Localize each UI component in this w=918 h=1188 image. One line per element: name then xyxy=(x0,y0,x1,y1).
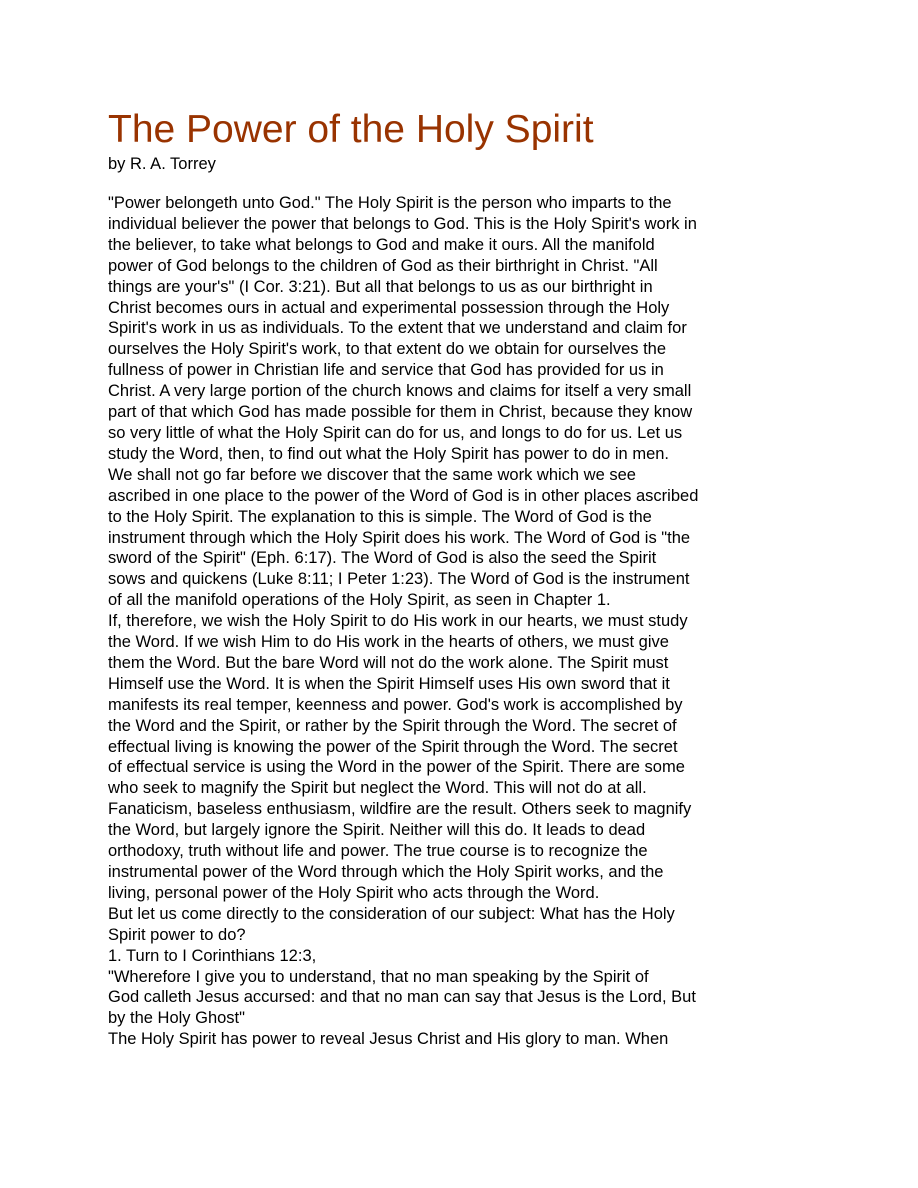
text-line: to the Holy Spirit. The explanation to this is simple. The Word of God is the xyxy=(108,507,652,526)
text-line: "Power belongeth unto God." The Holy Spirit is the person who imparts to the xyxy=(108,194,672,212)
body-text xyxy=(108,193,798,1050)
text-line: fullness of power in Christian life and service that God has provided for us in xyxy=(108,361,664,380)
text-line: power of God belongs to the children of God as their birthright in Christ. "All xyxy=(108,256,658,275)
text-line: of effectual service is using the Word in the power of the Spirit. There are some xyxy=(108,758,685,777)
text-line: instrumental power of the Word through which the Holy Spirit works, and the xyxy=(108,863,664,881)
text-line: so very little of what the Holy Spirit can do for us, and longs to do for us. Let us xyxy=(108,423,683,442)
text-line: sword of the Spirit" (Eph. 6:17). The Word of God is also the seed the Spirit xyxy=(108,549,657,568)
text-line: living, personal power of the Holy Spirit who acts through the Word. xyxy=(108,883,600,902)
text-line: the Word and the Spirit, or rather by the Spirit through the Word. The secret of xyxy=(108,716,677,735)
text-line: orthodoxy, truth without life and power. The true course is to recognize the xyxy=(108,842,648,861)
text-line: them the Word. But the bare Word will not do the work alone. The Spirit must xyxy=(108,653,669,672)
text-line: We shall not go far before we discover that the same work which we see xyxy=(108,465,636,484)
text-line: Spirit's work in us as individuals. To the extent that we understand and claim for xyxy=(108,319,687,338)
page-title: The Power of the Holy Spirit xyxy=(108,108,594,151)
text-line: things are your's" (I Cor. 3:21). But all that belongs to us as our birthright in xyxy=(108,277,653,296)
text-line: sows and quickens (Luke 8:11; I Peter 1:23). The Word of God is the instrument xyxy=(108,570,690,589)
text-line: ascribed in one place to the power of the Word of God is in other places ascribed xyxy=(108,486,699,505)
text-line: Himself use the Word. It is when the Spirit Himself uses His own sword that it xyxy=(108,674,670,693)
text-line: If, therefore, we wish the Holy Spirit to do His work in our hearts, we must study xyxy=(108,612,688,631)
text-line: effectual living is knowing the power of the Spirit through the Word. The secret xyxy=(108,737,678,756)
text-line: Christ becomes ours in actual and experimental possession through the Holy xyxy=(108,298,670,317)
text-line: The Holy Spirit has power to reveal Jesus Christ and His glory to man. When xyxy=(108,1030,669,1049)
text-line: instrument through which the Holy Spirit does his work. The Word of God is "the xyxy=(108,528,691,547)
text-line: study the Word, then, to find out what the Holy Spirit has power to do in men. xyxy=(108,444,669,463)
text-line: Spirit power to do? xyxy=(108,925,246,944)
text-line: God calleth Jesus accursed: and that no man can say that Jesus is the Lord, But xyxy=(108,988,696,1007)
text-line: Christ. A very large portion of the church knows and claims for itself a very small xyxy=(108,382,692,401)
text-line: "Wherefore I give you to understand, that no man speaking by the Spirit of xyxy=(108,967,649,986)
author-byline: by R. A. Torrey xyxy=(108,155,216,173)
text-line: the believer, to take what belongs to God and make it ours. All the manifold xyxy=(108,235,655,254)
text-line: Fanaticism, baseless enthusiasm, wildfire are the result. Others seek to magnify xyxy=(108,800,692,819)
text-line: manifests its real temper, keenness and power. God's work is accomplished by xyxy=(108,695,683,714)
text-line: ourselves the Holy Spirit's work, to that extent do we obtain for ourselves the xyxy=(108,340,667,359)
text-line: part of that which God has made possible for them in Christ, because they know xyxy=(108,403,693,422)
text-line: individual believer the power that belongs to God. This is the Holy Spirit's work in xyxy=(108,214,697,233)
text-line: 1. Turn to I Corinthians 12:3, xyxy=(108,946,317,965)
text-line: But let us come directly to the consideration of our subject: What has the Holy xyxy=(108,904,675,923)
text-line: by the Holy Ghost" xyxy=(108,1009,246,1028)
text-line: who seek to magnify the Spirit but neglect the Word. This will not do at all. xyxy=(108,779,647,798)
text-line: the Word. If we wish Him to do His work in the hearts of others, we must give xyxy=(108,633,669,652)
text-line: of all the manifold operations of the Holy Spirit, as seen in Chapter 1. xyxy=(108,591,611,610)
text-line: the Word, but largely ignore the Spirit. Neither will this do. It leads to dead xyxy=(108,821,646,840)
